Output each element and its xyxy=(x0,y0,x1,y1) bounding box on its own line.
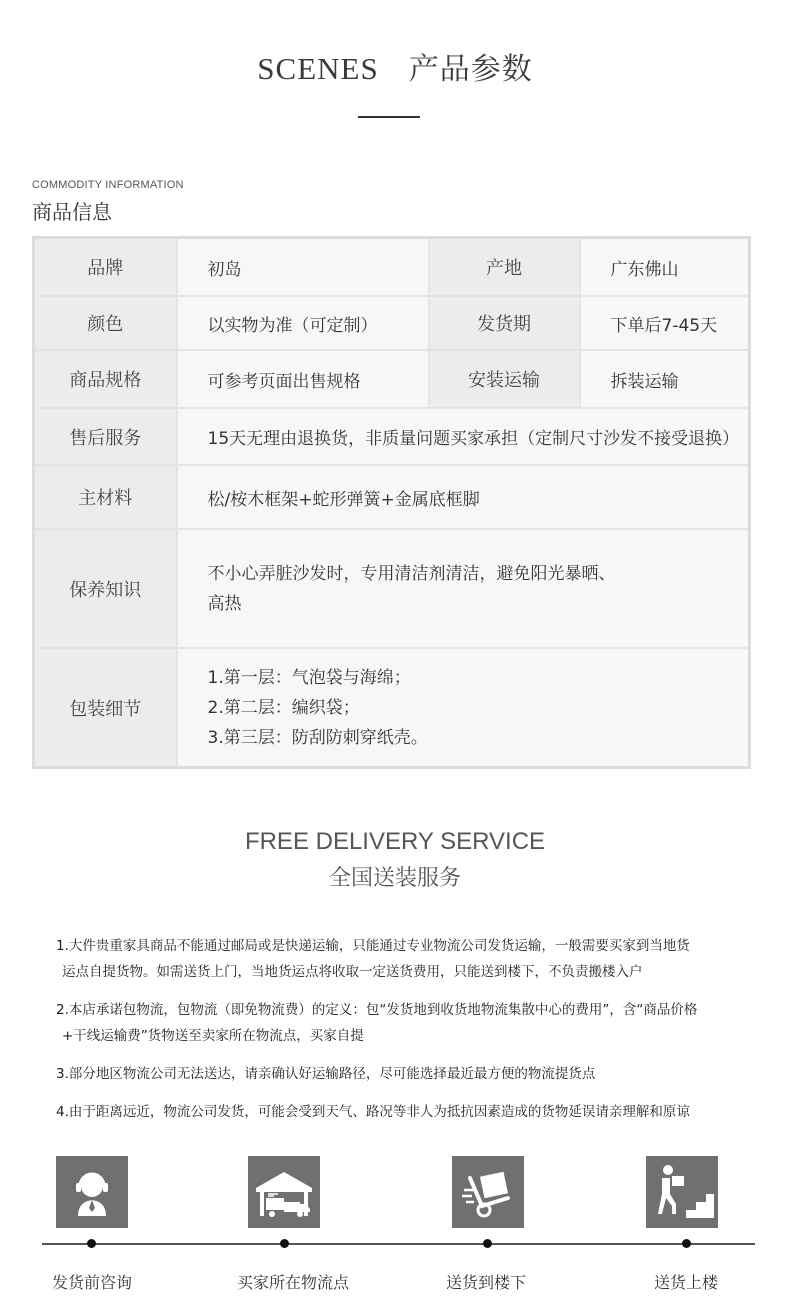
care-key: 保养知识 xyxy=(34,529,177,648)
page-title xyxy=(0,44,790,88)
spec-key: 商品规格 xyxy=(34,350,177,408)
origin-key: 产地 xyxy=(429,238,580,297)
delivery-notes xyxy=(56,933,746,1137)
delivery-note xyxy=(56,1099,746,1125)
install-value: 拆装运输 xyxy=(580,350,750,408)
table-row xyxy=(34,238,750,297)
color-key: 颜色 xyxy=(34,296,177,350)
table-row xyxy=(34,529,750,648)
timeline-line xyxy=(42,1243,755,1245)
ship-key: 发货期 xyxy=(429,296,580,350)
page-title-cn: 产品参数 xyxy=(408,52,533,87)
delivery-note xyxy=(56,1061,746,1087)
step-label: 送货到楼下 xyxy=(445,1273,526,1292)
note-line: 2.本店承诺包物流，包物流（即免物流费）的定义：包“发货地到收货地物流集散中心的费用”，含“商品价格 xyxy=(56,1002,698,1018)
pack-line-3: 3.第三层：防刮防刺穿纸壳。 xyxy=(207,727,428,748)
table-row xyxy=(34,648,750,768)
title-divider xyxy=(358,116,420,118)
aftersale-value: 15天无理由退换货，非质量问题买家承担（定制尺寸沙发不接受退换） xyxy=(177,408,750,465)
step-label: 发货前咨询 xyxy=(51,1273,132,1292)
timeline-dot xyxy=(483,1239,492,1248)
note-line: 3.部分地区物流公司无法送达，请亲确认好运输路径，尽可能选择最近最方便的物流提货点 xyxy=(56,1066,596,1082)
timeline-dot xyxy=(87,1239,96,1248)
step-label: 买家所在物流点 xyxy=(236,1273,349,1292)
table-row xyxy=(34,408,750,465)
hand-truck-icon xyxy=(452,1156,524,1228)
origin-value: 广东佛山 xyxy=(580,238,750,297)
install-key: 安装运输 xyxy=(429,350,580,408)
delivery-note xyxy=(56,997,746,1049)
brand-value: 初岛 xyxy=(177,238,429,297)
section-label-cn: 商品信息 xyxy=(32,200,112,224)
pack-key: 包装细节 xyxy=(34,648,177,768)
delivery-title-en: FREE DELIVERY SERVICE xyxy=(244,828,546,855)
pack-value xyxy=(177,648,750,768)
stairs-delivery-icon xyxy=(646,1156,718,1228)
step-label: 送货上楼 xyxy=(653,1273,718,1292)
timeline-dot xyxy=(682,1239,691,1248)
care-line-2: 高热 xyxy=(207,593,242,614)
section-label-en: COMMODITY INFORMATION xyxy=(32,179,184,191)
material-key: 主材料 xyxy=(34,465,177,529)
ship-value: 下单后7-45天 xyxy=(580,296,750,350)
customer-service-icon xyxy=(56,1156,128,1228)
note-line: +干线运输费”货物送至卖家所在物流点，买家自提 xyxy=(62,1028,364,1044)
pack-line-2: 2.第二层：编织袋； xyxy=(207,697,360,718)
delivery-note xyxy=(56,933,746,985)
product-info-table xyxy=(32,236,751,769)
table-row xyxy=(34,296,750,350)
timeline-dot xyxy=(280,1239,289,1248)
pack-line-1: 1.第一层：气泡袋与海绵； xyxy=(207,667,411,688)
table-row xyxy=(34,465,750,529)
brand-key: 品牌 xyxy=(34,238,177,297)
delivery-title-cn: 全国送装服务 xyxy=(328,866,461,891)
note-line: 4.由于距离远近，物流公司发货，可能会受到天气、路况等非人为抵抗因素造成的货物延误请亲理解和原谅 xyxy=(56,1104,690,1120)
material-value: 松/桉木框架+蛇形弹簧+金属底框脚 xyxy=(177,465,750,529)
page-title-en: SCENES xyxy=(257,51,379,86)
table-row xyxy=(34,350,750,408)
aftersale-key: 售后服务 xyxy=(34,408,177,465)
color-value: 以实物为准（可定制） xyxy=(177,296,429,350)
note-line: 运点自提货物。如需送货上门，当地货运点将收取一定送货费用，只能送到楼下，不负责搬楼入户 xyxy=(62,964,643,980)
warehouse-truck-icon xyxy=(248,1156,320,1228)
note-line: 1.大件贵重家具商品不能通过邮局或是快递运输，只能通过专业物流公司发货运输，一般需要买家到当地货 xyxy=(56,938,690,954)
spec-value: 可参考页面出售规格 xyxy=(177,350,429,408)
care-line-1: 不小心弄脏沙发时，专用清洁剂清洁，避免阳光暴晒、 xyxy=(207,563,616,584)
care-value xyxy=(177,529,750,648)
